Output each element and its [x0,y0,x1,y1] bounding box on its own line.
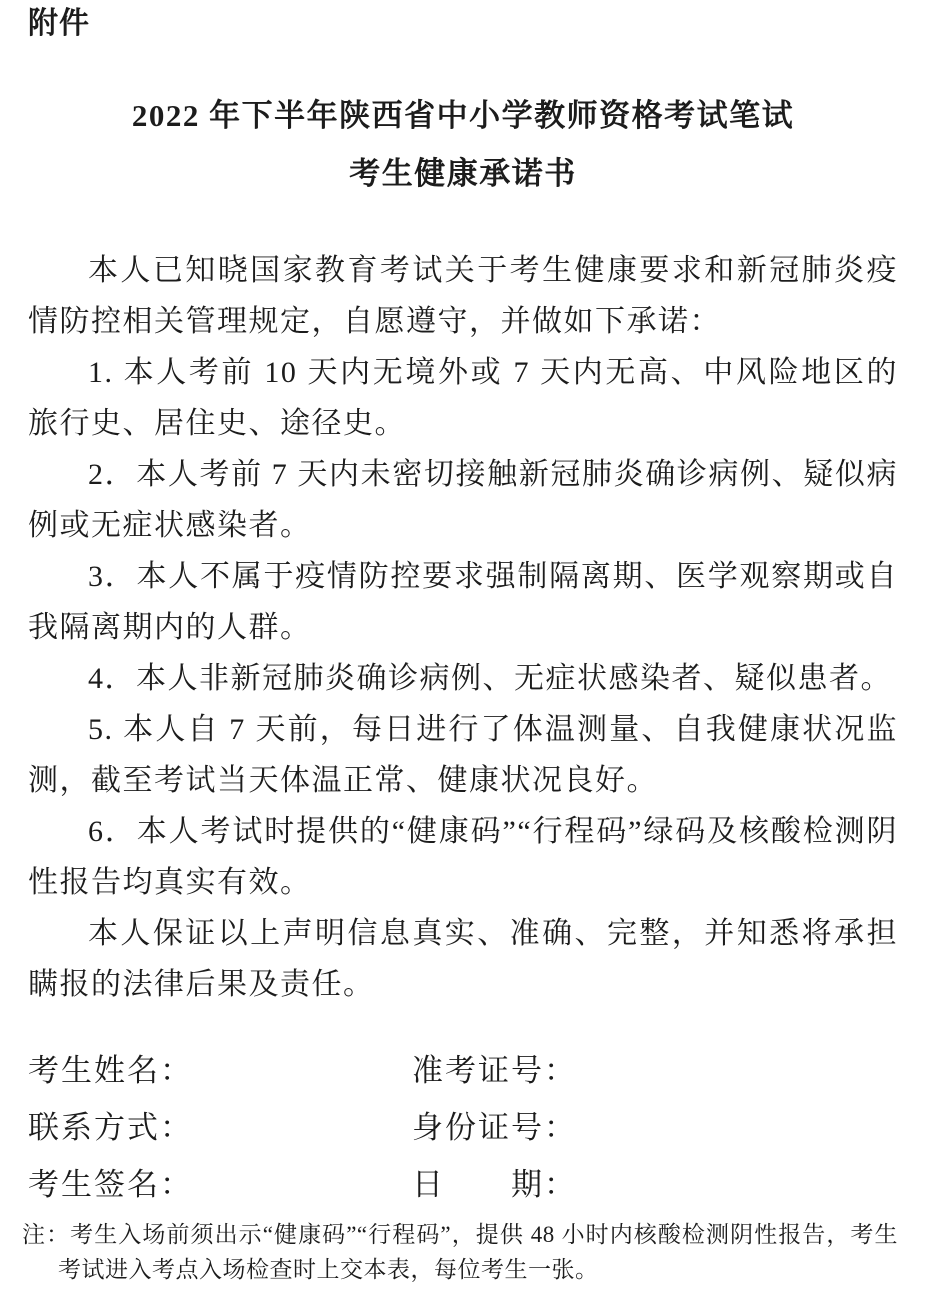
attachment-label: 附件 [28,7,90,40]
footnote-text: 考生入场前须出示“健康码”“行程码”，提供 48 小时内核酸检测阴性报告，考生考试进入考点入场检查时上交本表，每位考生一张。 [58,1222,899,1282]
field-label-date: 日 期： [412,1167,577,1202]
form-row [28,1042,898,1099]
commitment-item: 5. 本人自 7 天前，每日进行了体温测量、自我健康状况监测，截至考试当天体温正常、健康状况良好。 [28,713,898,797]
closing-paragraph: 本人保证以上声明信息真实、准确、完整，并知悉将承担瞒报的法律后果及责任。 [28,917,898,1001]
field-label-contact-info: 联系方式： [28,1110,193,1145]
commitment-item: 1. 本人考前 10 天内无境外或 7 天内无高、中风险地区的旅行史、居住史、途径史。 [28,356,898,440]
form-row [28,1156,898,1213]
field-label-id-number: 身份证号： [412,1110,577,1145]
document-body [28,245,898,1010]
document-title [28,87,898,203]
commitment-item: 6．本人考试时提供的“健康码”“行程码”绿码及核酸检测阴性报告均真实有效。 [28,815,898,899]
signature-form [28,1042,898,1213]
footnote [22,1217,898,1287]
intro-paragraph: 本人已知晓国家教育考试关于考生健康要求和新冠肺炎疫情防控相关管理规定，自愿遵守，并做如下承诺： [28,254,898,338]
field-label-candidate-signature: 考生签名： [28,1167,193,1202]
field-label-admission-ticket-number: 准考证号： [412,1053,577,1088]
commitment-item: 3．本人不属于疫情防控要求强制隔离期、医学观察期或自我隔离期内的人群。 [28,560,898,644]
commitment-item: 4．本人非新冠肺炎确诊病例、无症状感染者、疑似患者。 [88,662,892,695]
form-row [28,1099,898,1156]
document-title-line2: 考生健康承诺书 [349,156,577,191]
document-title-line1: 2022 年下半年陕西省中小学教师资格考试笔试 [131,98,795,133]
field-label-candidate-name: 考生姓名： [28,1053,193,1088]
footnote-label: 注： [22,1222,71,1247]
commitment-item: 2．本人考前 7 天内未密切接触新冠肺炎确诊病例、疑似病例或无症状感染者。 [28,458,898,542]
